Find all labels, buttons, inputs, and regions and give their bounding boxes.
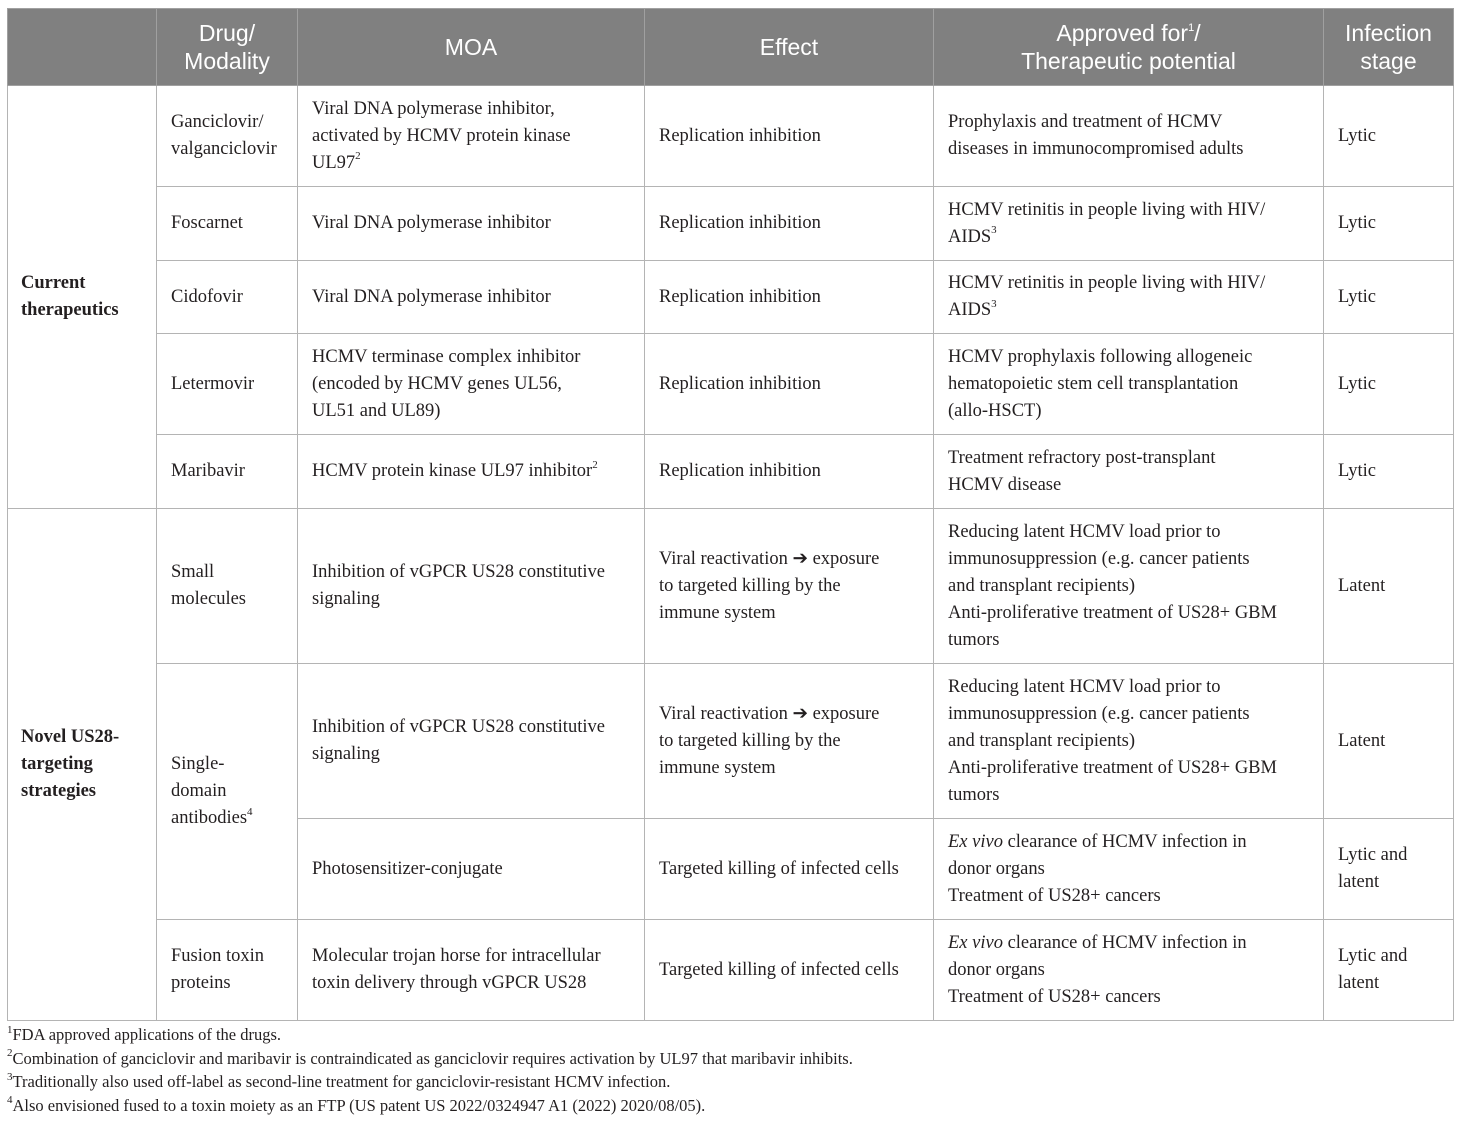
effect-cell: Targeted killing of infected cells — [645, 920, 934, 1021]
table-row — [8, 334, 1454, 435]
table-row — [8, 86, 1454, 187]
drug-table — [7, 8, 1454, 1021]
stage-cell: Lytic — [1324, 435, 1454, 509]
drug-cell: Cidofovir — [157, 261, 298, 334]
stage-cell: Lytic — [1324, 86, 1454, 187]
stage-cell: Latent — [1324, 509, 1454, 664]
approved-cell: HCMV retinitis in people living with HIV/ AIDS$^3$ — [934, 261, 1324, 334]
header-drug: Drug/ Modality — [157, 9, 298, 86]
table-row — [8, 187, 1454, 261]
header-moa: MOA — [298, 9, 645, 86]
table-row — [8, 920, 1454, 1021]
header-row — [8, 9, 1454, 86]
stage-cell: Latent — [1324, 664, 1454, 819]
approved-cell: Reducing latent HCMV load prior to immunosuppression (e.g. cancer patients and transplant recipients) Anti-proliferative treatment of US28+ GBM tumors — [934, 509, 1324, 664]
approved-cell: Ex vivo clearance of HCMV infection in donor organs Treatment of US28+ cancers — [934, 920, 1324, 1021]
drug-cell: Ganciclovir/ valganciclovir — [157, 86, 298, 187]
moa-cell: Photosensitizer-conjugate — [298, 819, 645, 920]
footnote-2: $^2$Combination of ganciclovir and maribavir is contraindicated as ganciclovir requires activation by UL97 that maribavir inhibits. — [7, 1047, 853, 1068]
moa-cell: Viral DNA polymerase inhibitor, activated by HCMV protein kinase $UL97^2$ — [298, 86, 645, 187]
drug-cell: Fusion toxin proteins — [157, 920, 298, 1021]
approved-cell: Reducing latent HCMV load prior to immunosuppression (e.g. cancer patients and transplant recipients) Anti-proliferative treatment of US28+ GBM tumors — [934, 664, 1324, 819]
table-row — [8, 509, 1454, 664]
footnote-4: $^4$Also envisioned fused to a toxin moiety as an FTP (US patent US 2022/0324947 A1 (2022) 2020/08/05). — [7, 1094, 706, 1115]
table-row — [8, 435, 1454, 509]
footnote-1: $^1$FDA approved applications of the drugs. — [7, 1023, 282, 1044]
footnote-3: $^3$Traditionally also used off-label as second-line treatment for ganciclovir-resistant HCMV infection. — [7, 1070, 671, 1091]
stage-cell: Lytic and latent — [1324, 819, 1454, 920]
table-row — [8, 664, 1454, 819]
approved-cell: Treatment refractory post-transplant HCMV disease — [934, 435, 1324, 509]
moa-cell: HCMV protein kinase UL97 inhibitor$^2$ — [298, 435, 645, 509]
drug-cell: Maribavir — [157, 435, 298, 509]
approved-cell: Ex vivo clearance of HCMV infection in donor organs Treatment of US28+ cancers — [934, 819, 1324, 920]
moa-cell: Viral DNA polymerase inhibitor — [298, 187, 645, 261]
drug-cell: Foscarnet — [157, 187, 298, 261]
moa-cell: Inhibition of vGPCR US28 constitutive signaling — [298, 509, 645, 664]
moa-cell: Viral DNA polymerase inhibitor — [298, 261, 645, 334]
effect-cell: Targeted killing of infected cells — [645, 819, 934, 920]
stage-cell: Lytic — [1324, 261, 1454, 334]
stage-cell: Lytic — [1324, 334, 1454, 435]
moa-cell: Inhibition of vGPCR US28 constitutive signaling — [298, 664, 645, 819]
group-novel-us28: Novel US28- targeting strategies — [8, 509, 157, 1021]
effect-cell: Viral reactivation ➔ exposure to targeted killing by the immune system — [645, 509, 934, 664]
effect-cell: Replication inhibition — [645, 261, 934, 334]
footnotes — [7, 1023, 1453, 1117]
effect-cell: Replication inhibition — [645, 435, 934, 509]
effect-cell: Replication inhibition — [645, 187, 934, 261]
ex-vivo-italic: Ex vivo — [948, 831, 1003, 852]
table-row — [8, 261, 1454, 334]
approved-cell: HCMV prophylaxis following allogeneic hematopoietic stem cell transplantation (allo-HSCT) — [934, 334, 1324, 435]
approved-cell: Prophylaxis and treatment of HCMV diseases in immunocompromised adults — [934, 86, 1324, 187]
drug-cell: Letermovir — [157, 334, 298, 435]
header-group — [8, 9, 157, 86]
stage-cell: Lytic and latent — [1324, 920, 1454, 1021]
moa-cell: Molecular trojan horse for intracellular toxin delivery through vGPCR US28 — [298, 920, 645, 1021]
drug-cell: Small molecules — [157, 509, 298, 664]
effect-cell: Viral reactivation ➔ exposure to targeted killing by the immune system — [645, 664, 934, 819]
effect-cell: Replication inhibition — [645, 86, 934, 187]
header-approved: Approved for$^1$/ Therapeutic potential — [934, 9, 1324, 86]
drug-cell: Single- domain antibodies$^4$ — [157, 664, 298, 920]
group-current-therapeutics: Current therapeutics — [8, 86, 157, 509]
header-effect: Effect — [645, 9, 934, 86]
stage-cell: Lytic — [1324, 187, 1454, 261]
moa-cell: HCMV terminase complex inhibitor (encoded by HCMV genes UL56, UL51 and UL89) — [298, 334, 645, 435]
header-stage: Infection stage — [1324, 9, 1454, 86]
ex-vivo-italic: Ex vivo — [948, 932, 1003, 953]
effect-cell: Replication inhibition — [645, 334, 934, 435]
approved-cell: HCMV retinitis in people living with HIV/ AIDS$^3$ — [934, 187, 1324, 261]
